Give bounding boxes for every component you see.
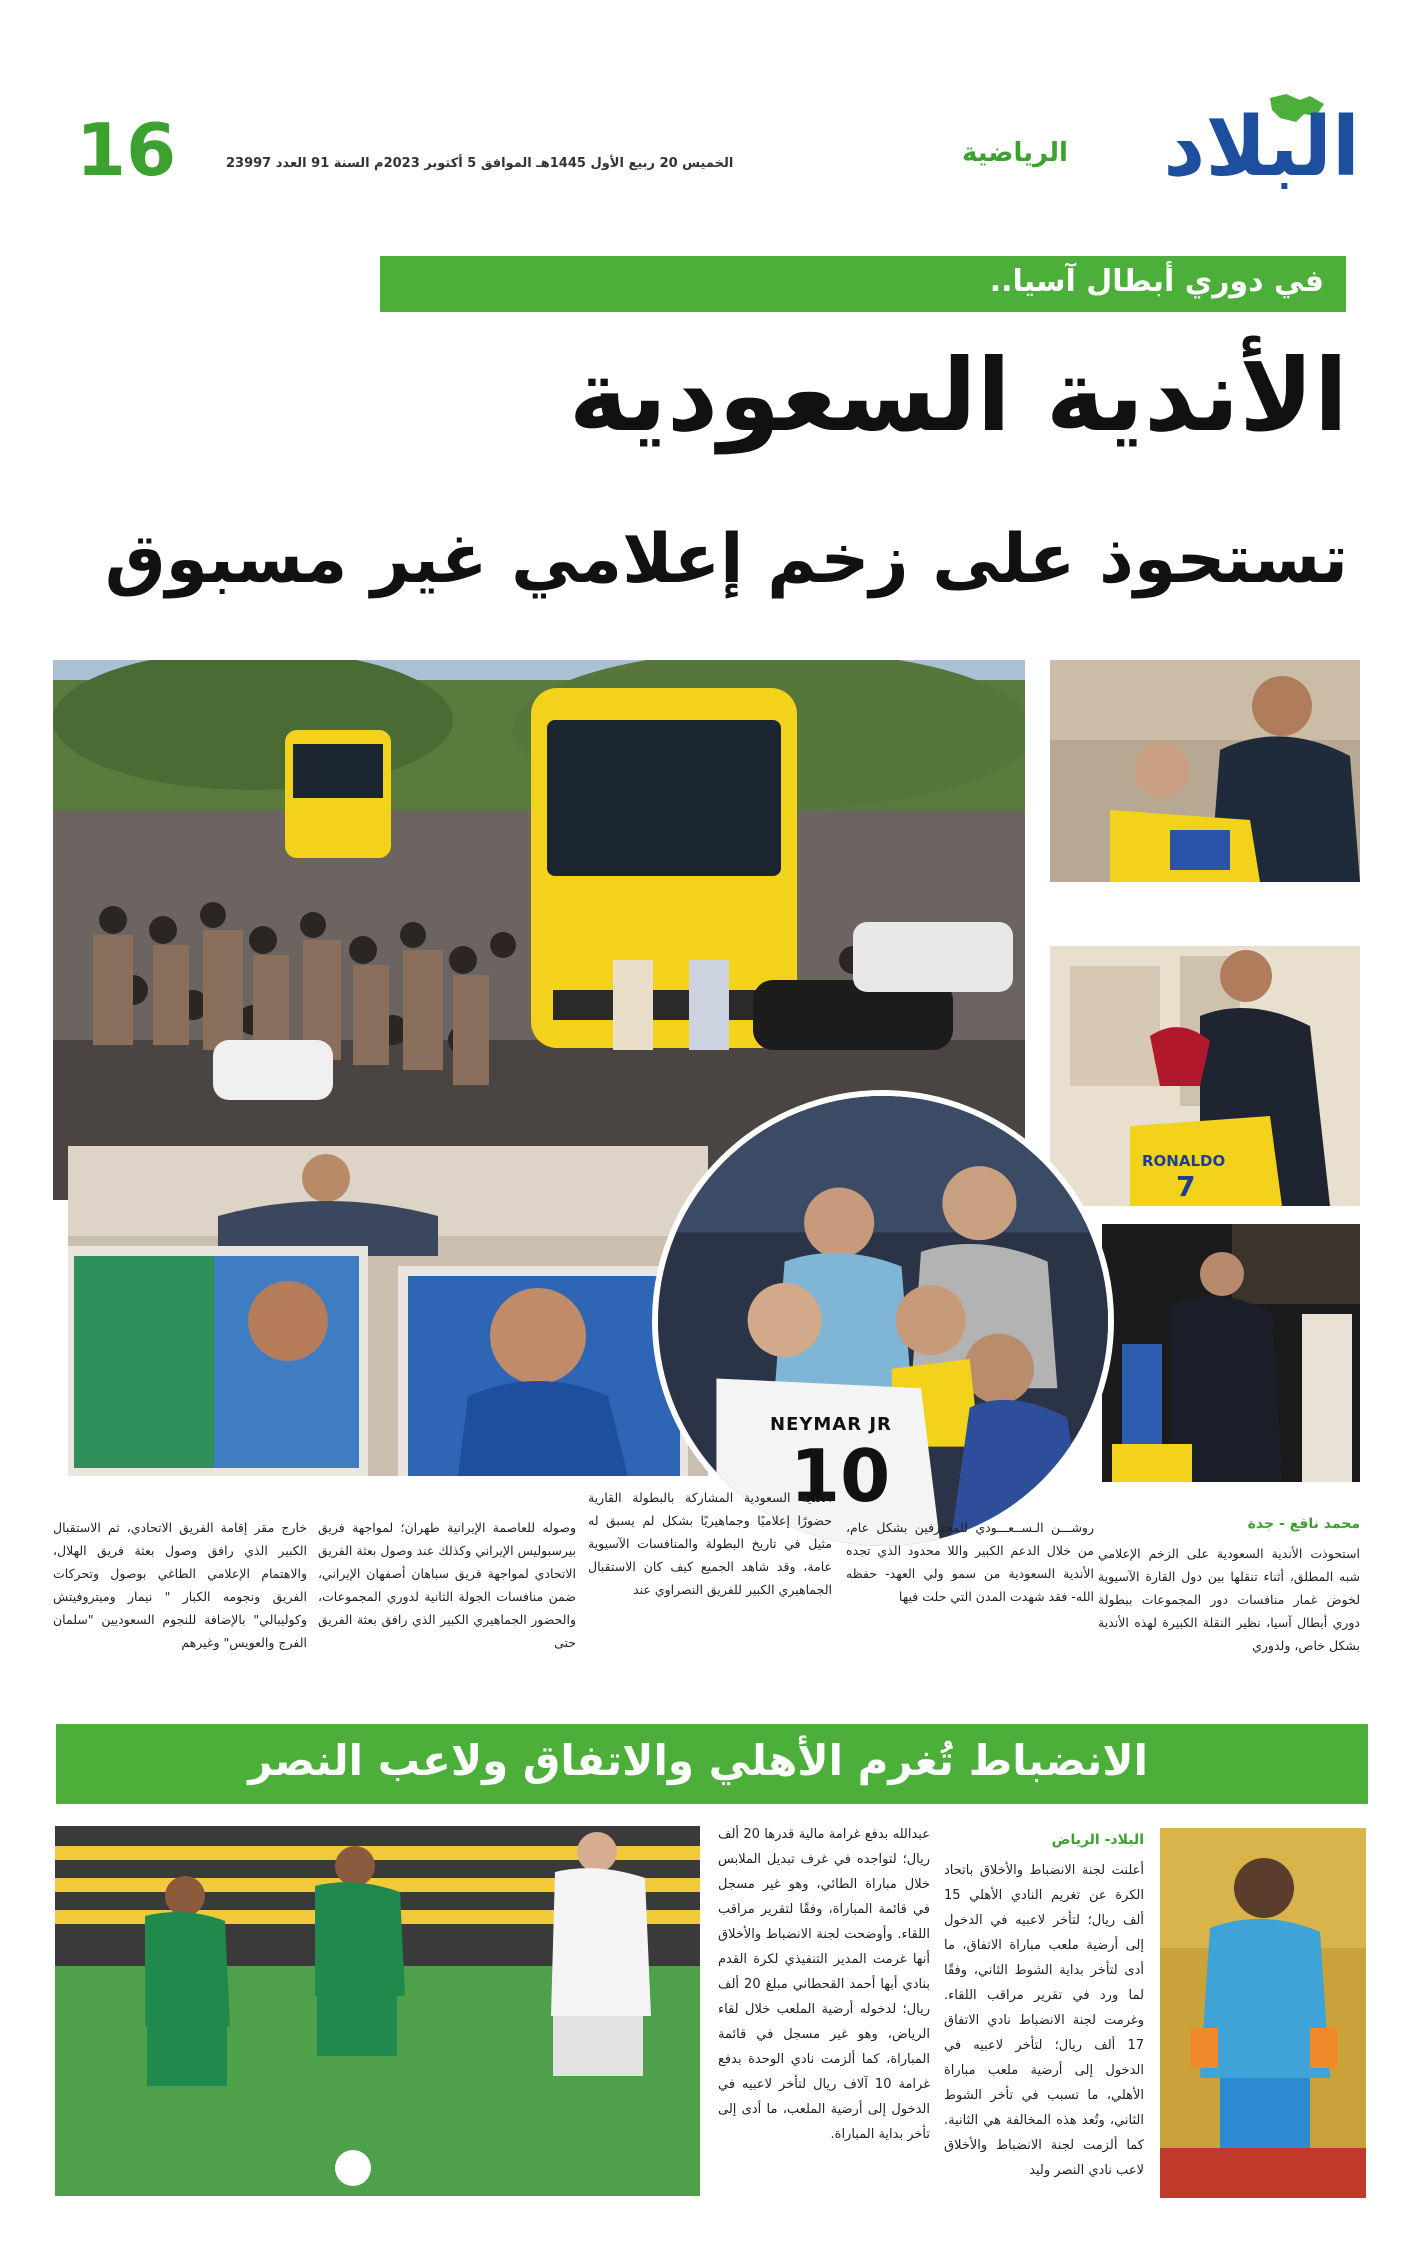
lead-column-5: خارج مقر إقامة الفريق الاتحادي، ثم الاستقبال الكبير الذي رافق وصول بعثة فريق الهلال، والاهتمام الإعلامي الطاغي بوصول وتحركات الفريق ونجومه الكبار " نيمار وميتروفيتش وكوليبالي" بالإضافة للنجوم السعوديين "سلمان الفرج والعويس" وغيرهم <box>53 1520 307 1650</box>
lead-column-2: روشـــن الـســعـــودي للمحترفين بشكل عام، من خلال الدعم الكبير واللا محدود الذي تجده الأندية السعودية من سمو ولي العهد- حفظه الله- فقد شهدت المدن التي حلت فيها <box>846 1520 1094 1604</box>
goalkeeper-photo <box>1160 1828 1366 2198</box>
second-headline: الانضباط تُغرم الأهلي والاتفاق ولاعب النصر <box>248 1736 1148 1785</box>
fans-circle-photo <box>652 1090 1114 1552</box>
lead-column-3: الأندية السعودية المشاركة بالبطولة القارية حضورًا إعلاميًا وجماهيريًا بشكل لم يسبق له مثيل في تاريخ البطولة والمنافسات الآسيوية عامة، وقد شاهد الجميع كيف كان الاستقبال الجماهيري الكبير للفريق النصراوي عند <box>588 1490 832 1597</box>
portraits-board-photo <box>68 1146 708 1476</box>
fans-shirt-number: 10 <box>790 1434 891 1518</box>
lead-byline: محمد نافع - جدة <box>1247 1516 1360 1532</box>
ronaldo-boy-photo <box>1050 660 1360 882</box>
masthead-logo <box>1120 90 1360 198</box>
logo-text: البلاد <box>1163 100 1360 195</box>
section-label: الرياضية <box>962 138 1068 168</box>
ronaldo-shirt-text: RONALDO <box>1142 1152 1226 1170</box>
neymar-arrival-photo <box>1102 1224 1360 1482</box>
lead-column-1: استحوذت الأندية السعودية على الزخم الإعلامي شبه المطلق، أثناء تنقلها بين دول القارة الآسيوية لخوض غمار منافسات دور المجموعات ببطولة دوري أبطال آسيا، نظير النقلة الكبيرة لهذه الأندية بشكل خاص، ولدوري <box>1098 1546 1360 1653</box>
match-photo <box>55 1826 700 2196</box>
ronaldo-woman-photo <box>1050 946 1360 1206</box>
second-byline: البلاد- الرياض <box>1051 1832 1144 1848</box>
second-column-1: أعلنت لجنة الانضباط والأخلاق باتحاد الكرة عن تغريم النادي الأهلي 15 ألف ريال؛ لتأخر لاعبيه في الدخول إلى أرضية ملعب مباراة الاتفاق، ما أدى لتأخر بداية الشوط الثاني، وفقًا لما ورد في تقرير مراقب اللقاء. وغرمت لجنة الانضباط نادي الاتفاق 17 ألف ريال؛ لتأخر لاعبيه في الدخول إلى أرضية ملعب مباراة الأهلي، ما تسبب في تأخر الشوط الثاني، وتُعد هذه المخالفة هي الثانية. كما ألزمت لجنة الانضباط والأخلاق لاعب نادي النصر وليد <box>944 1863 1144 2178</box>
fans-shirt-text: NEYMAR JR <box>770 1414 892 1435</box>
kicker-text: في دوري أبطال آسيا.. <box>989 264 1324 299</box>
page-number: 16 <box>76 108 177 192</box>
ronaldo-shirt-number: 7 <box>1176 1170 1196 1203</box>
headline-line-2: تستحوذ على زخم إعلامي غير مسبوق <box>104 520 1348 599</box>
kicker-bar <box>380 256 1346 312</box>
issue-date-line: الخميس 20 ربيع الأول 1445هـ الموافق 5 أكتوبر 2023م السنة 91 العدد 23997 <box>226 156 734 171</box>
second-headline-bar <box>56 1724 1368 1804</box>
headline-line-1: الأندية السعودية <box>568 337 1348 454</box>
lead-column-4: وصوله للعاصمة الإيرانية طهران؛ لمواجهة فريق بيرسبوليس الإيراني وكذلك عند وصول بعثة الفريق الاتحادي لمواجهة فريق سباهان أصفهان الإيراني، ضمن منافسات الجولة الثانية لدوري المجموعات، والحضور الجماهيري الكبير الذي رافق بعثة الفريق حتى <box>318 1520 576 1650</box>
second-column-2: عبدالله بدفع غرامة مالية قدرها 20 ألف ريال؛ لتواجده في غرف تبديل الملابس خلال مباراة الطائي، وهو غير مسجل في قائمة المباراة، وفقًا لتقرير مراقب اللقاء. وأوضحت لجنة الانضباط والأخلاق أنها غرمت المدير التنفيذي لكرة القدم بنادي أبها أحمد القحطاني مبلغ 20 ألف ريال؛ لدخوله أرضية الملعب خلال لقاء الرياض، وهو غير مسجل في قائمة المباراة، كما ألزمت نادي الوحدة بدفع غرامة 10 آلاف ريال لتأخر لاعبيه في الدخول إلى أرضية الملعب، ما أدى إلى تأخر بداية المباراة. <box>718 1827 930 2142</box>
